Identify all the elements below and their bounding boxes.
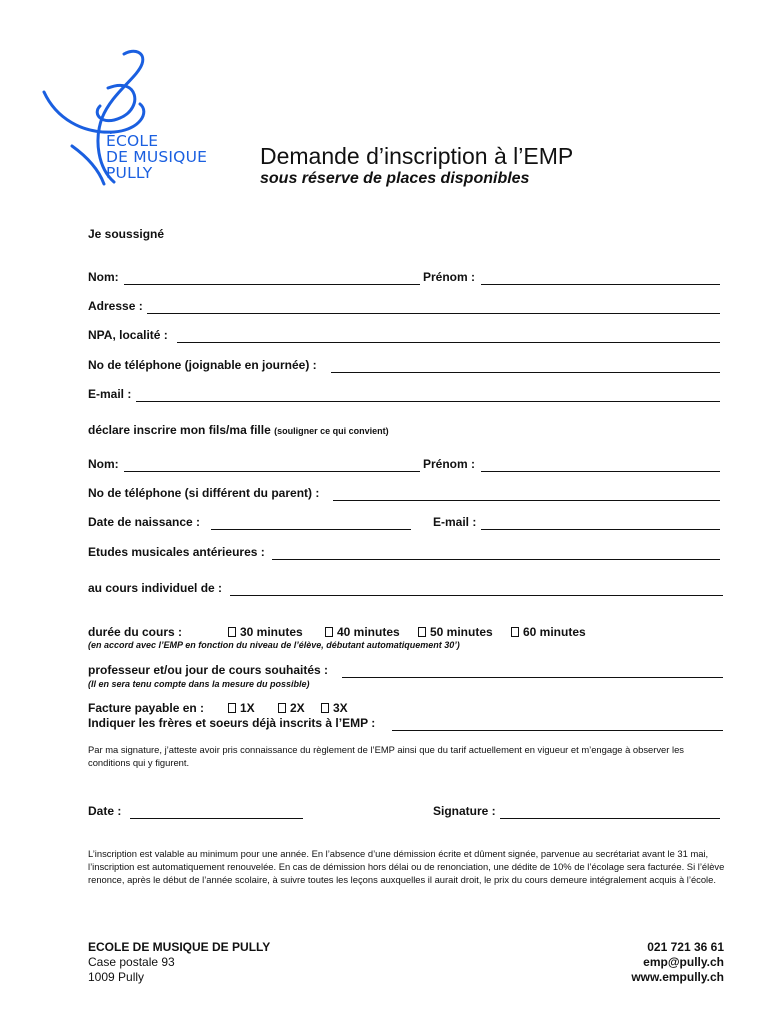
checkbox-icon[interactable] xyxy=(228,627,236,637)
declare-label xyxy=(88,423,389,437)
checkbox-icon[interactable] xyxy=(278,703,286,713)
footer-email-link[interactable]: emp@pully.ch xyxy=(643,955,724,969)
checkbox-icon[interactable] xyxy=(511,627,519,637)
footer-address-line-2: 1009 Pully xyxy=(88,970,145,984)
logo-text xyxy=(106,133,207,181)
etudes-label: Etudes musicales antérieures : xyxy=(88,545,265,559)
page-title: Demande d’inscription à l’EMP xyxy=(260,143,574,169)
facture-label: Facture payable en : xyxy=(88,701,205,715)
cours-label: au cours individuel de : xyxy=(88,581,223,595)
je-soussigne-label: Je soussigné xyxy=(88,227,165,241)
footer-phone: 021 721 36 61 xyxy=(647,940,724,954)
signature-field[interactable] xyxy=(500,818,720,819)
duree-label: durée du cours : xyxy=(88,625,183,639)
child-tel-label: No de téléphone (si différent du parent) : xyxy=(88,486,320,500)
footer-contact xyxy=(631,940,724,985)
facture-option-2x[interactable]: 2X xyxy=(278,701,305,715)
date-label: Date : xyxy=(88,804,122,818)
logo-line-2: DE MUSIQUE xyxy=(106,148,208,166)
parent-tel-label: No de téléphone (joignable en journée) : xyxy=(88,358,317,372)
professeur-label: professeur et/ou jour de cours souhaités : xyxy=(88,663,329,677)
footer-web-link[interactable]: www.empully.ch xyxy=(631,970,724,984)
footer-address-line-1: Case postale 93 xyxy=(88,955,175,969)
checkbox-icon[interactable] xyxy=(228,703,236,713)
facture-option-1x[interactable]: 1X xyxy=(228,701,255,715)
child-email-label: E-mail : xyxy=(433,515,477,529)
child-prenom-field[interactable] xyxy=(481,471,720,472)
birthdate-label: Date de naissance : xyxy=(88,515,201,529)
footer-school-name: ECOLE DE MUSIQUE DE PULLY xyxy=(88,940,271,954)
parent-nom-label: Nom: xyxy=(88,270,119,284)
signature-label: Signature : xyxy=(433,804,496,818)
checkbox-icon[interactable] xyxy=(418,627,426,637)
school-logo xyxy=(42,48,212,188)
freres-label: Indiquer les frères et soeurs déjà inscrits à l’EMP : xyxy=(88,716,376,730)
logo-line-3: PULLY xyxy=(106,164,153,182)
conditions-text: L’inscription est valable au minimum pour une année. En l’absence d’une démission écrite et dûment signée, parvenue au secrétariat avant le 31 mai, l’inscription est automatiquement renouvelée. En cas de démission hors délai ou de renonciation, une dédite de 10% de l’écolage sera facturée. Si l’élève renonce, après le début de l’année scolaire, à suivre toutes les leçons auxquelles il aurait droit, le prix du cours demeure intégralement acquis à l’école. xyxy=(88,848,725,885)
child-tel-field[interactable] xyxy=(333,500,720,501)
parent-prenom-field[interactable] xyxy=(481,284,720,285)
parent-email-field[interactable] xyxy=(136,401,720,402)
checkbox-icon[interactable] xyxy=(325,627,333,637)
page-subtitle: sous réserve de places disponibles xyxy=(260,170,530,187)
adresse-field[interactable] xyxy=(147,313,720,314)
child-email-field[interactable] xyxy=(481,529,720,530)
signature-statement: Par ma signature, j’atteste avoir pris connaissance du règlement de l’EMP ainsi que du tarif actuellement en vigueur et m’engage à observer les conditions qui y figurent. xyxy=(88,744,684,768)
logo-line-1: ÉCOLE xyxy=(106,132,159,150)
npa-field[interactable] xyxy=(177,342,720,343)
professeur-field[interactable] xyxy=(342,677,723,678)
etudes-field[interactable] xyxy=(272,559,720,560)
cours-field[interactable] xyxy=(230,595,723,596)
child-nom-label: Nom: xyxy=(88,457,119,471)
duree-option-30[interactable]: 30 minutes xyxy=(228,625,303,639)
parent-tel-field[interactable] xyxy=(331,372,720,373)
declare-text: déclare inscrire mon fils/ma fille xyxy=(88,423,271,437)
footer-address xyxy=(88,940,270,985)
date-field[interactable] xyxy=(130,818,303,819)
duree-option-50[interactable]: 50 minutes xyxy=(418,625,493,639)
parent-email-label: E-mail : xyxy=(88,387,132,401)
npa-label: NPA, localité : xyxy=(88,328,168,342)
parent-prenom-label: Prénom : xyxy=(423,270,476,284)
duree-option-60[interactable]: 60 minutes xyxy=(511,625,586,639)
facture-option-3x[interactable]: 3X xyxy=(321,701,348,715)
duree-option-40[interactable]: 40 minutes xyxy=(325,625,400,639)
declare-note: (souligner ce qui convient) xyxy=(274,426,389,436)
birthdate-field[interactable] xyxy=(211,529,411,530)
parent-nom-field[interactable] xyxy=(124,284,420,285)
checkbox-icon[interactable] xyxy=(321,703,329,713)
child-nom-field[interactable] xyxy=(124,471,420,472)
professeur-note: (Il en sera tenu compte dans la mesure du possible) xyxy=(88,679,310,689)
duree-note: (en accord avec l’EMP en fonction du niveau de l’élève, débutant automatiquement 30’) xyxy=(88,640,460,650)
child-prenom-label: Prénom : xyxy=(423,457,476,471)
freres-field[interactable] xyxy=(392,730,723,731)
adresse-label: Adresse : xyxy=(88,299,143,313)
